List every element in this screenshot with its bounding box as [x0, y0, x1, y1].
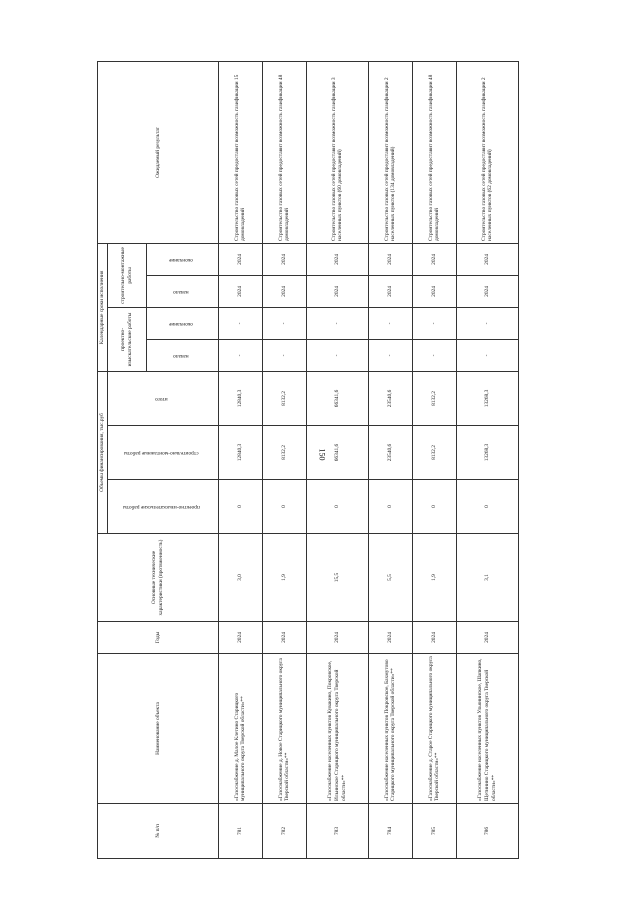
cell-result: Строительство газовых сетей предоставит возможность газификации 48 домовладений [412, 61, 456, 243]
cell-name: «Газоснабжение д. Новое Старицкого муниципального округа Тверской области»** [262, 654, 306, 804]
cell-design: 0 [456, 480, 518, 534]
cell-length: 3,1 [456, 534, 518, 622]
cell-name: «Газоснабжение д. Старое Старицкого муниципального округа Тверской области»** [412, 654, 456, 804]
cell-construction-end: 2024 [412, 243, 456, 275]
cell-design-start: - [218, 339, 262, 371]
cell-year: 2024 [218, 622, 262, 654]
cell-design-start: - [456, 339, 518, 371]
header-start-text: начало [173, 352, 190, 359]
cell-design-start: - [412, 339, 456, 371]
header-dl-construction-end [147, 243, 218, 275]
cell-design-end: - [306, 307, 368, 339]
cell-design-end: - [456, 307, 518, 339]
cell-construction-end: 2024 [218, 243, 262, 275]
cell-design: 0 [306, 480, 368, 534]
header-fin-design [107, 480, 218, 534]
cell-length: 5,5 [368, 534, 412, 622]
header-end-text: окончание [169, 320, 194, 327]
cell-result: Строительство газовых сетей предоставит возможность газификации 48 домовладений [262, 61, 306, 243]
table-row [262, 61, 306, 858]
cell-total: 8132,2 [262, 371, 306, 425]
table-row [368, 61, 412, 858]
header-financing: Объемы финансирования, тыс.руб [98, 371, 108, 533]
cell-length: 15,5 [306, 534, 368, 622]
cell-construction: 8132,2 [412, 426, 456, 480]
cell-construction-end: 2024 [306, 243, 368, 275]
cell-name: «Газоснабжение населенных пунктов Кувакино, Покровское, Ильинское Старицкого муниципального округа Тверской области»** [306, 654, 368, 804]
table-row [412, 61, 456, 858]
cell-design-end: - [262, 307, 306, 339]
cell-construction-start: 2024 [218, 275, 262, 307]
cell-total: 12840,3 [218, 371, 262, 425]
cell-year: 2024 [262, 622, 306, 654]
cell-total: 23540,6 [368, 371, 412, 425]
header-deadlines: Календарные сроки исполнения [98, 243, 108, 371]
cell-result: Строительство газовых сетей предоставит возможность газификации 15 домовладений [218, 61, 262, 243]
cell-length: 3,0 [218, 534, 262, 622]
cell-num: 782 [262, 804, 306, 859]
cell-construction: 23540,6 [368, 426, 412, 480]
cell-year: 2024 [306, 622, 368, 654]
header-fin-total [107, 371, 218, 425]
cell-total: 8132,2 [412, 371, 456, 425]
cell-name: «Газоснабжение населенных пунктов Ульянинское, Шапкино, Щетинино Старицкого муниципального округа Тверской области»** [456, 654, 518, 804]
cell-name: «Газоснабжение д. Малое Клетино Старицкого муниципального округа Тверской области»** [218, 654, 262, 804]
cell-result: Строительство газовых сетей предоставит возможность газификации 2 населенных пунктов (62 домовладений) [456, 61, 518, 243]
cell-construction-end: 2024 [368, 243, 412, 275]
cell-num: 781 [218, 804, 262, 859]
header-end-text: окончание [169, 256, 194, 263]
header-dl-design-end [147, 307, 218, 339]
cell-construction-end: 2024 [262, 243, 306, 275]
cell-num: 783 [306, 804, 368, 859]
header-year: Годы [98, 622, 219, 654]
page-number: 150 [317, 448, 327, 461]
cell-construction-start: 2024 [368, 275, 412, 307]
table-body [218, 61, 518, 858]
cell-design: 0 [218, 480, 262, 534]
cell-total: 66341,6 [306, 371, 368, 425]
cell-num: 784 [368, 804, 412, 859]
cell-year: 2024 [456, 622, 518, 654]
header-name: Наименование объекта [98, 654, 219, 804]
cell-total: 13268,3 [456, 371, 518, 425]
cell-num: 785 [412, 804, 456, 859]
table-row [456, 61, 518, 858]
header-dl-construction: строительно-монтажные работы [107, 243, 147, 307]
cell-design-end: - [368, 307, 412, 339]
cell-construction: 12840,3 [218, 426, 262, 480]
gasification-table [97, 61, 519, 859]
cell-design: 0 [262, 480, 306, 534]
cell-construction-start: 2024 [412, 275, 456, 307]
table-header [98, 61, 219, 858]
cell-construction: 8132,2 [262, 426, 306, 480]
cell-design-start: - [368, 339, 412, 371]
table-row [306, 61, 368, 858]
cell-design: 0 [368, 480, 412, 534]
header-num: № п/п [98, 804, 219, 859]
cell-num: 786 [456, 804, 518, 859]
document-scan [97, 62, 497, 859]
cell-construction-start: 2024 [306, 275, 368, 307]
header-dl-design-start [147, 339, 218, 371]
cell-length: 1,9 [262, 534, 306, 622]
cell-design-end: - [218, 307, 262, 339]
rotated-table-wrapper [97, 62, 497, 859]
cell-design-start: - [262, 339, 306, 371]
header-fin-construction-text: строительно-монтажные работы [124, 449, 199, 456]
cell-design-start: - [306, 339, 368, 371]
cell-year: 2024 [368, 622, 412, 654]
header-fin-design-text: проектно-изыскательские работы [122, 503, 200, 510]
cell-construction-start: 2024 [262, 275, 306, 307]
header-specs: Основные технические характеристики (протяженность) [98, 534, 219, 622]
table-row [218, 61, 262, 858]
cell-design: 0 [412, 480, 456, 534]
cell-construction: 66341,6 [306, 426, 368, 480]
cell-result: Строительство газовых сетей предоставит возможность газификации 2 населенных пунктов (134 домовладений) [368, 61, 412, 243]
cell-year: 2024 [412, 622, 456, 654]
cell-construction: 13268,3 [456, 426, 518, 480]
cell-length: 1,9 [412, 534, 456, 622]
cell-name: «Газоснабжение населенных пунктов Покровское, Бахмутово Старицкого муниципального округа Тверской области»** [368, 654, 412, 804]
cell-result: Строительство газовых сетей предоставит возможность газификации 3 населенных пунктов (60 домовладений) [306, 61, 368, 243]
header-fin-construction [107, 426, 218, 480]
header-fin-total-text: итого [155, 395, 168, 402]
header-start-text: начало [173, 288, 190, 295]
cell-construction-end: 2024 [456, 243, 518, 275]
header-dl-design: проектно-изыскательские работы [107, 307, 147, 371]
header-result: Ожидаемый результат [98, 61, 219, 243]
header-dl-construction-start [147, 275, 218, 307]
cell-design-end: - [412, 307, 456, 339]
cell-construction-start: 2024 [456, 275, 518, 307]
